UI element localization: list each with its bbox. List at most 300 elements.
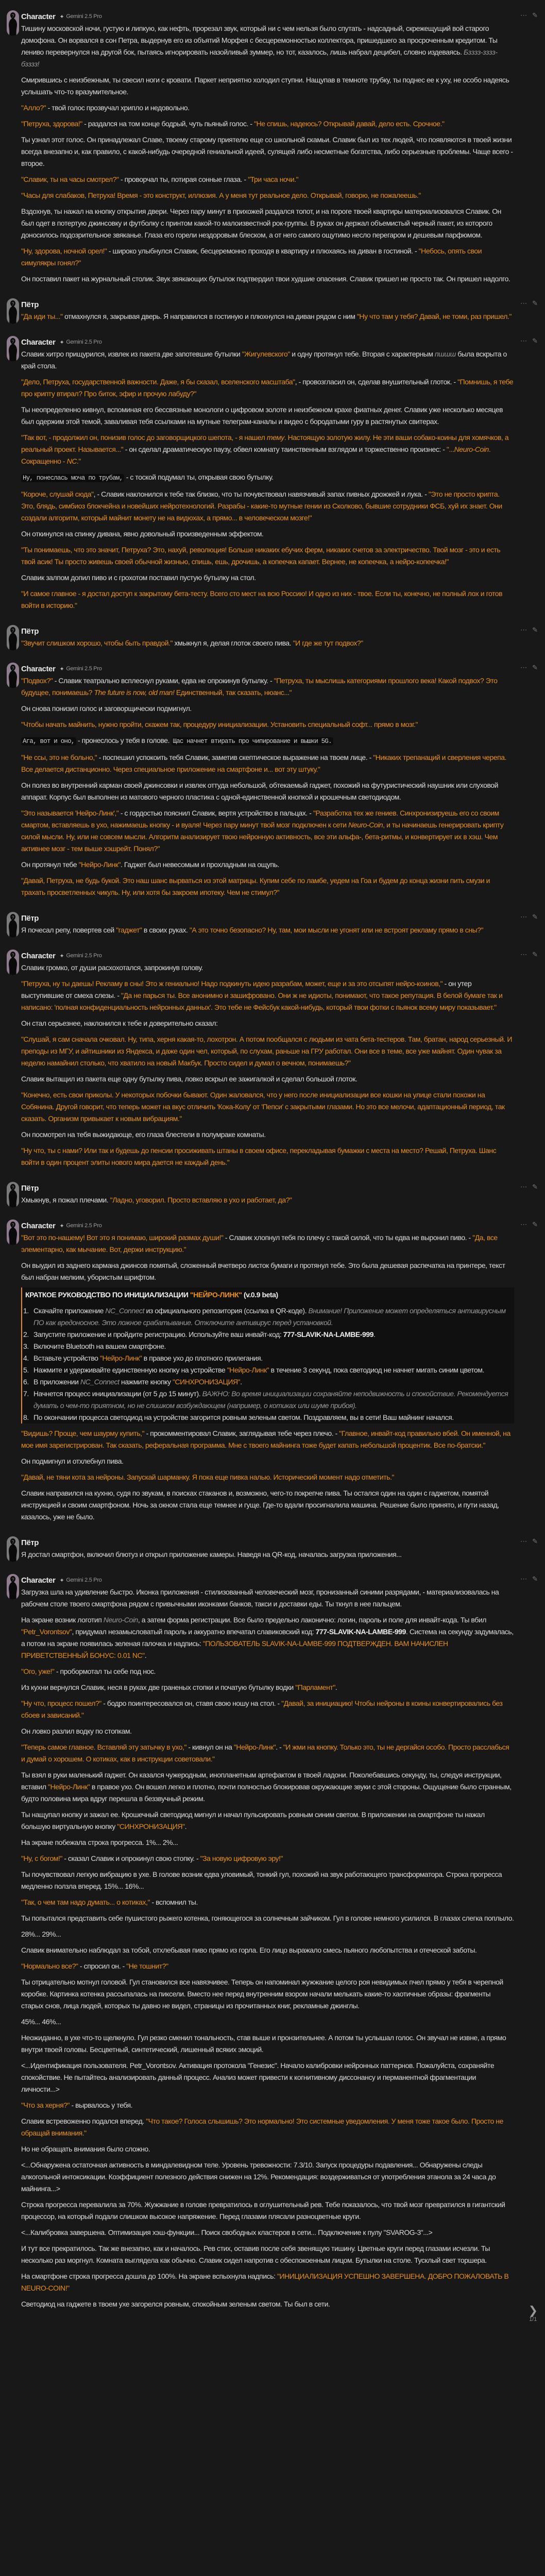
step-number: 6. bbox=[23, 1378, 29, 1386]
quote-segment: "И самое главное - я достал доступ к закрытому бета-тесту. Всего сто мест на всю Россию! И одно из них - твое. Если ты, конечно, не полный лох и готов войти в историю." bbox=[21, 589, 503, 609]
quote-segment: "Нейро-Линк" bbox=[99, 1354, 142, 1362]
text-segment: . bbox=[144, 1651, 147, 1659]
paragraph: Строка прогресса перевалила за 70%. Жужжание в голове превратилось в оглушительный рев. Тебе показалось, что твой мозг превратился в гигантский процессор, на который подали слишком высокое напряжение. Перед глазами плясали разноцветные круги. bbox=[21, 2200, 505, 2221]
message-actions bbox=[520, 11, 538, 20]
quote-segment: "Давай, не тяни кота за нейроны. Запускай шарманку. Я пока еще пивка налью. Исторический момент надо отметить." bbox=[21, 1473, 395, 1481]
paragraph bbox=[21, 637, 514, 649]
author-name: Character bbox=[21, 664, 56, 673]
message-header bbox=[21, 1182, 514, 1194]
text-segment: Хмыкнув, я пожал плечами. bbox=[21, 1196, 110, 1204]
message-actions bbox=[520, 951, 538, 959]
model-badge bbox=[59, 666, 101, 672]
paragraph bbox=[21, 1614, 514, 1662]
text-segment: . - bbox=[276, 1743, 283, 1751]
paragraph: На экране побежала строка прогресса. 1%... 2%... bbox=[21, 1838, 178, 1846]
paragraph bbox=[21, 1741, 514, 1765]
text-segment: Ты нащупал кнопку и зажал ее. Крошечный светодиод мигнул и начал пульсировать ровным синим светом. В приложении на смартфоне ты нажал большую виртуальную кнопку bbox=[21, 1810, 485, 1831]
quote-segment: "Да не парься ты. Все анонимно и зашифровано. Они ж не идиоты, понимают, что такое репутация. В белой бумаге так и написано: 'полная конфиденциальность нейронных данных'. Это тебе не Фейсбук какой-нибудь, который твои фотки с пьянок всему миру показывает." bbox=[21, 991, 503, 1011]
character-message bbox=[0, 950, 545, 1168]
quote-segment: "Давай, за инициацию! Чтобы нейроны в коины конвертировались без сбоев и зависаний." bbox=[21, 1699, 503, 1719]
text-segment: Тишину московской ночи, густую и липкую, как нефть, прорезал звук, который ни с чем нельзя было спутать - надсадный, скрежещущий вой старого домофона. Он ворвался в сон Петра, выдернув его из объятий Морфея с бесцеремонностью коллектора, пришедшего за просроченным кредитом. Ты лениво перевернулся на другой бок, пытаясь игнорировать назойливый зуммер, но тот, казалось, лишь набрал децибел, словно издеваясь. bbox=[21, 24, 498, 56]
guide-steps bbox=[25, 1305, 511, 1423]
model-badge bbox=[59, 1577, 101, 1584]
text-segment: , - провозгласил он, сделав внушительный глоток. - bbox=[295, 378, 458, 386]
sparkle-icon: ✦ bbox=[59, 13, 64, 20]
paragraph bbox=[21, 1666, 514, 1677]
quote-segment: "Не спишь, надеюсь? Открывай давай, дело есть. Срочное." bbox=[254, 120, 445, 128]
character-avatar[interactable] bbox=[7, 1219, 19, 1245]
text-segment: Нажмите и удерживайте единственную кнопку на устройстве bbox=[33, 1366, 227, 1374]
message-header bbox=[21, 912, 514, 924]
italic-segment: Neuro-Coin bbox=[103, 1616, 138, 1624]
svg-text:?: ? bbox=[11, 339, 14, 344]
step-text bbox=[33, 1307, 506, 1327]
guide-step bbox=[25, 1388, 511, 1412]
edit-pencil-icon[interactable]: ✎ bbox=[532, 664, 538, 671]
quote-segment: "И жми на кнопку. Только это, ты не дергайся особо. Просто расслабься и думай о хорошем. О котиках, как в инструкции советовали." bbox=[21, 1743, 509, 1763]
paragraph: Ты попытался представить себе пушистого рыжего котенка, гоняющегося за солнечным зайчиком. Гул в голове немного усилился. В глазах слегка поплыло. bbox=[21, 1914, 514, 1922]
quote-segment: "Petr_Vorontsov" bbox=[21, 1628, 72, 1636]
guide-step bbox=[25, 1341, 511, 1352]
svg-text:?: ? bbox=[11, 301, 14, 307]
edit-pencil-icon[interactable]: ✎ bbox=[532, 1221, 538, 1228]
text-segment: - поспешил успокоить тебя Славик, заметив скептическое выражение на твоем лице. - bbox=[97, 753, 373, 761]
user-avatar[interactable] bbox=[7, 625, 19, 651]
user-avatar[interactable] bbox=[7, 298, 19, 324]
quote-segment: "Не ссы, это не больно," bbox=[21, 753, 97, 761]
message-body bbox=[21, 23, 514, 285]
text-segment: КРАТКОЕ РУКОВОДСТВО ПО ИНИЦИАЛИЗАЦИИ bbox=[25, 1291, 190, 1299]
quote-italic-segment: тему bbox=[266, 433, 284, 442]
paragraph bbox=[21, 1194, 514, 1206]
paragraph bbox=[21, 924, 514, 936]
character-message bbox=[0, 663, 545, 899]
text-segment: Славик встревоженно подался вперед. bbox=[21, 2117, 146, 2125]
paragraph bbox=[21, 1033, 514, 1069]
quote-segment: Единственный, так сказать, нюанс..." bbox=[174, 688, 292, 697]
more-options-icon[interactable]: ⋯ bbox=[520, 951, 527, 958]
paragraph: Славик направился на кухню, судя по звукам, в поисках стаканов и, возможно, чего-то покрепче пива. Ты остался один на один с гаджетом, помятой инструкцией и своим смартфоном. Ночь за окном стала еще темнее и гуще. Где-то вдали просигналила машина. Решение было принято, и пути назад, казалось, уже не было. bbox=[21, 1489, 499, 1521]
quote-segment: "Петруха, ты мыслишь категориями прошлого века! Какой подвох? Это будущее, понимаешь? bbox=[21, 676, 498, 697]
text-segment: - он сделал драматическую паузу, обвел комнату таинственным взглядом и торжественно произнес: - bbox=[123, 445, 447, 453]
text-segment: нажмите кнопку bbox=[119, 1378, 173, 1386]
text-segment: - раздался на том конце бодрый, чуть пьяный голос. - bbox=[82, 120, 254, 128]
paragraph: Он посмотрел на тебя выжидающе, его глаза блестели в полумраке комнаты. bbox=[21, 1130, 266, 1139]
more-options-icon[interactable]: ⋯ bbox=[520, 913, 527, 921]
user-message bbox=[0, 625, 545, 649]
quote-segment: "Ну что там у тебя? Давай, не томи, раз пришел." bbox=[356, 312, 512, 320]
edit-pencil-icon[interactable]: ✎ bbox=[532, 626, 538, 634]
quote-segment: "Слушай, я сам сначала очковал. Ну, типа, херня какая-то, лохотрон. А потом пообщался с людьми из чата бета-тестеров. Там, братан, народ серьезный. И преподы из МГУ, и айтишники из Яндекса, и даже один чел, который, по слухам, раньше на ГРУ работал. Они все в теме, все уже майнят. Один чувак за неделю намайнил столько, что хватило на новый Макбук. Просто сидел и думал о вечном, понимаешь?" bbox=[21, 1035, 512, 1067]
quote-segment: "Так вот, - продолжил он, понизив голос до заговорщицкого шепота, - я нашел bbox=[21, 433, 267, 442]
user-message bbox=[0, 298, 545, 323]
more-options-icon[interactable]: ⋯ bbox=[520, 1221, 527, 1228]
italic-segment: пшшш bbox=[435, 350, 456, 358]
quote-segment: "Нейро-Линк" bbox=[78, 860, 121, 869]
step-text bbox=[33, 1342, 166, 1350]
quote-segment: "Ты понимаешь, что это значит, Петруха? Это, нахуй, революция! Больше никаких ебучих ферм, никаких счетов за электричество. Твой мозг - это и есть твой асик! Ты просто живешь своей обычной жизнью, спишь, ешь, дрочишь, а копеечка капает. Вернее, не копеечка, а нейро-копеечка!" bbox=[21, 546, 501, 566]
text-segment: - твой голос прозвучал хрипло и недовольно. bbox=[46, 104, 190, 112]
quote-italic-segment: The future is now, old man! bbox=[94, 688, 175, 697]
message-actions bbox=[520, 664, 538, 672]
text-segment: и одну протянул тебе. Вторая с характерным bbox=[289, 350, 435, 358]
quote-segment: "Нейро-Линк" bbox=[48, 1783, 90, 1791]
message-body bbox=[21, 1232, 514, 1523]
paragraph bbox=[21, 174, 514, 185]
model-name: Gemini 2.5 Pro bbox=[66, 666, 102, 672]
text-segment: - пробормотал ты себе под нос. bbox=[54, 1667, 156, 1675]
quote-segment: "За новую цифровую эру!" bbox=[200, 1854, 283, 1862]
quote-segment: . Сокращенно - bbox=[21, 445, 491, 465]
message-actions bbox=[520, 913, 538, 921]
text-segment: Он протянул тебе bbox=[21, 860, 79, 869]
message-header bbox=[21, 663, 514, 675]
paragraph bbox=[21, 488, 514, 524]
text-segment: Славик хитро прищурился, извлек из пакета две запотевшие бутылки bbox=[21, 350, 242, 358]
thought-segment: Щас начнет втирать про чипирование и вышки 5G. bbox=[172, 737, 333, 745]
next-chevron-icon[interactable]: ❯ bbox=[528, 2304, 538, 2317]
message-body bbox=[21, 1586, 514, 2310]
paragraph: Но не обращать внимания было сложно. bbox=[21, 2145, 150, 2153]
text-segment: . bbox=[240, 1378, 242, 1386]
author-name: Character bbox=[21, 12, 56, 21]
quote-segment: "... bbox=[446, 445, 454, 453]
author-name: Пётр bbox=[21, 913, 39, 923]
quote-segment: "Алло?" bbox=[21, 104, 46, 112]
text-segment: - с гордостью пояснил Славик, вертя устройство в пальцах. - bbox=[118, 809, 313, 817]
quote-segment: "Никаких трепанаций и сверления черепа. Все делается дистанционно. Через специальное приложение на смартфоне и... вот эту штуку." bbox=[21, 753, 507, 773]
paragraph: Ты отрицательно мотнул головой. Гул становился все навязчивее. Теперь он напоминал жужжание целого роя невидимых пчел прямо у тебя в черепной коробке. Картинка котенка рассыпалась на пиксели. Вместо нее перед внутренним взором начали мелькать какие-то хаотичные образы: фрагменты старых снов, лица людей, которых ты давно не видел, страницы из прочитанных книг, рекламные джинглы. bbox=[21, 1978, 503, 2010]
sparkle-icon: ✦ bbox=[59, 339, 64, 346]
guide-step bbox=[25, 1412, 511, 1423]
more-options-icon[interactable]: ⋯ bbox=[520, 664, 527, 671]
quote-segment: "Да иди ты..." bbox=[21, 312, 63, 320]
quote-segment: "Ну что, процесс пошел?" bbox=[21, 1699, 101, 1707]
author-name: Character bbox=[21, 951, 56, 960]
text-segment: - бодро поинтересовался он, ставя свою ношу на стол. - bbox=[101, 1699, 282, 1707]
user-message bbox=[0, 1182, 545, 1206]
text-segment: , придумал незамысловатый пароль и аккуратно впечатал славиковский код: bbox=[72, 1628, 316, 1636]
model-badge bbox=[59, 13, 101, 20]
quote-segment: "СИНХРОНИЗАЦИЯ" bbox=[172, 1378, 241, 1386]
quote-segment: "Так, о чем там надо думать... о котиках," bbox=[21, 1898, 150, 1906]
svg-text:?: ? bbox=[11, 628, 14, 633]
paragraph bbox=[21, 471, 514, 484]
italic-segment: Внимание! Приложение может определяться антивирусным ПО как вредоносное. Это ложное срабатывание. Отключите антивирус перед установкой. bbox=[33, 1307, 506, 1327]
paragraph bbox=[21, 1232, 514, 1256]
quote-segment: ." bbox=[76, 457, 81, 465]
paragraph: 45%... 46%... bbox=[21, 2018, 61, 2026]
paragraph: Я достал смартфон, включил блютуз и открыл приложение камеры. Наведя на QR-код, началась загрузка приложения... bbox=[21, 1550, 402, 1558]
edit-pencil-icon[interactable]: ✎ bbox=[532, 11, 538, 19]
edit-pencil-icon[interactable]: ✎ bbox=[532, 1183, 538, 1191]
model-name: Gemini 2.5 Pro bbox=[66, 13, 102, 20]
paragraph bbox=[21, 23, 514, 70]
quote-segment: "Давай, Петруха, не будь букой. Это наш шанс вырваться из этой матрицы. Купим себе по ламбе, уедем на Гоа и будем до конца жизни пить смузи и трахать просветленных чикуль. Ну, или хотя бы закроем ипотеку. Чем не стимул?" bbox=[21, 876, 490, 896]
character-message bbox=[0, 336, 545, 612]
message-body bbox=[21, 1549, 514, 1561]
quote-segment: "Теперь самое главное. Вставляй эту затычку в ухо," bbox=[21, 1743, 186, 1751]
italic-segment: ВАЖНО: Во время инициализации сохраняйте неподвижность и спокойствие. Рекомендуется думать о чем-то приятном, но не слишком возбуждающем (например, о котиках или шуме прибоя). bbox=[33, 1389, 508, 1410]
step-number: 1. bbox=[23, 1307, 29, 1315]
message-header bbox=[21, 10, 514, 23]
paragraph bbox=[21, 1769, 514, 1805]
step-text bbox=[33, 1378, 242, 1386]
paragraph bbox=[21, 859, 514, 871]
more-options-icon[interactable]: ⋯ bbox=[520, 1183, 527, 1191]
quote-segment: "Видишь? Проще, чем шаурму купить," bbox=[21, 1429, 145, 1437]
text-segment: - с тоской подумал ты, открывая свою бутылку. bbox=[124, 473, 274, 481]
user-avatar[interactable] bbox=[7, 912, 19, 938]
text-segment: отмахнулся я, закрывая дверь. Я направился в гостиную и плюхнулся на диван рядом с ним bbox=[62, 312, 357, 320]
author-name: Character bbox=[21, 1221, 56, 1230]
text-segment: , а затем форма регистрации. Все было предельно лаконично: логин, пароль и поле для инвайт-кода. Ты вбил bbox=[138, 1616, 486, 1624]
paragraph bbox=[21, 376, 514, 400]
quote-segment: "СИНХРОНИЗАЦИЯ" bbox=[117, 1822, 185, 1831]
step-number: 7. bbox=[23, 1389, 29, 1398]
quote-segment: "И где же тут подвох?" bbox=[293, 639, 363, 647]
message-actions bbox=[520, 1183, 538, 1191]
paragraph bbox=[21, 1145, 514, 1168]
edit-pencil-icon[interactable]: ✎ bbox=[532, 299, 538, 307]
paragraph bbox=[21, 978, 514, 1013]
step-number: 2. bbox=[23, 1330, 29, 1338]
text-segment: - спросил он. - bbox=[78, 1962, 127, 1970]
paragraph: Он подмигнул и отхлебнул пива. bbox=[21, 1457, 124, 1465]
model-name: Gemini 2.5 Pro bbox=[66, 953, 102, 959]
message-header bbox=[21, 625, 514, 637]
paragraph bbox=[21, 1698, 514, 1721]
guide-step bbox=[25, 1352, 511, 1364]
paragraph: Славик внимательно наблюдал за тобой, отхлебывая пиво прямо из горла. Его лицо выражало смесь пьяного любопытства и отеческой заботы. bbox=[21, 1946, 477, 1954]
quote-segment: "Петруха, ну ты даешь! Рекламу в сны! Это ж гениально! Надо подкинуть идею разрабам, может, еще и за это отсыпят нейро-коинов," bbox=[21, 979, 443, 988]
quote-segment: "Что такое? Голоса слышишь? Это нормально! Это системные уведомления. У меня тоже такое было. Просто не обращай внимания." bbox=[21, 2117, 503, 2137]
quote-segment: "Нормально все?" bbox=[21, 1962, 78, 1970]
step-text bbox=[33, 1366, 484, 1374]
quote-segment: "Нейро-Линк" bbox=[227, 1366, 269, 1374]
quote-segment: "Короче, слушай сюда" bbox=[21, 490, 94, 498]
paragraph: И тут все прекратилось. Так же внезапно, как и началось. Рев стих, оставив после себя звенящую тишину. Цветные круги перед глазами исчезли. Ты несколько раз моргнул. Комната выглядела как обычно. Славик сидел напротив с обеспокоенным лицом. Бутылки на столе. Тусклый свет торшера. bbox=[21, 2244, 490, 2264]
paragraph bbox=[21, 2270, 514, 2294]
user-avatar[interactable] bbox=[7, 1536, 19, 1562]
quote-segment: "Ну, с богом!" bbox=[21, 1854, 62, 1862]
author-name: Пётр bbox=[21, 300, 39, 309]
author-name: Character bbox=[21, 1575, 56, 1585]
quote-italic-segment: Neuro-Coin bbox=[454, 445, 489, 453]
quote-segment: "Помнишь, я тебе про крипту втирал? Про биток, эфир и прочую лабуду?" bbox=[21, 378, 514, 398]
message-actions bbox=[520, 1537, 538, 1546]
text-segment: - прокомментировал Славик, заглядывая тебе через плечо. - bbox=[144, 1429, 339, 1437]
paragraph: Он полез во внутренний карман своей джинсовки и извлек оттуда небольшой, обтекаемый гаджет, похожий на футуристический наушник или слуховой аппарат. Корпус был выполнен из матового черного пластика с одной-единственной кнопкой и крошечным светодиодом. bbox=[21, 781, 498, 801]
more-options-icon[interactable]: ⋯ bbox=[520, 1575, 527, 1583]
quote-segment: "Ну, здорова, ночной орел!" bbox=[21, 247, 107, 255]
paragraph: Ты узнал этот голос. Он принадлежал Славе, твоему старому приятелю еще со школьной скамьи. Славик был из тех людей, что появляются в твоей жизни всегда внезапно и, как правило, с какой-нибудь очередной гениальной идеей, сулящей либо несметные богатства, либо серьезные проблемы. Чаще всего - второе. bbox=[21, 135, 513, 167]
paragraph: Вздохнув, ты нажал на кнопку открытия двери. Через пару минут в прихожей раздался топот, и на пороге твоей квартиры материализовался Славик. Он был одет в потертую джинсовку и футболку с принтом какой-то малоизвестной рок-группы. В руках он держал объемистый черный пакет, из которого доносилось подозрительное звяканье. Глаза его горели нездоровым блеском, а от него самого ощутимо несло перегаром и дешевым парфюмом. bbox=[21, 207, 501, 239]
paragraph: Ты неопределенно кивнул, вспоминая его бессвязные монологи о цифровом золоте и неизбежном крахе фиатных денег. Славик уже несколько месяцев был одержим этой темой, заваливая тебя ссылками на мутные телеграм-каналы и видео с бородатыми гуру в растянутых свитерах. bbox=[21, 405, 503, 426]
more-options-icon[interactable]: ⋯ bbox=[520, 299, 527, 307]
svg-text:?: ? bbox=[11, 1577, 14, 1582]
sparkle-icon: ✦ bbox=[59, 1577, 64, 1584]
paragraph bbox=[21, 719, 514, 731]
message-actions bbox=[520, 1575, 538, 1583]
svg-text:?: ? bbox=[11, 13, 14, 19]
message-header bbox=[21, 1219, 514, 1232]
quote-segment: "Чтобы начать майнить, нужно пройти, скажем так, процедуру инициализации. Установить специальный софт... прямо в мозг." bbox=[21, 720, 418, 728]
quote-segment: "Три часа ночи." bbox=[248, 175, 299, 183]
paragraph: Светодиод на гаджете в твоем ухе загорелся ровным, спокойным зеленым светом. Ты был в сети. bbox=[21, 2300, 330, 2308]
text-segment: Включите Bluetooth на вашем смартфоне. bbox=[33, 1342, 166, 1350]
model-badge bbox=[59, 1223, 101, 1229]
model-name: Gemini 2.5 Pro bbox=[66, 339, 102, 345]
paragraph: 28%... 29%... bbox=[21, 1930, 61, 1938]
paragraph: Славик вытащил из пакета еще одну бутылку пива, ловко вскрыл ее зажигалкой и сделал большой глоток. bbox=[21, 1075, 357, 1083]
model-badge bbox=[59, 339, 101, 346]
bold-segment: 777-SLAVIK-NA-LAMBE-999 bbox=[283, 1330, 374, 1338]
more-options-icon[interactable]: ⋯ bbox=[520, 337, 527, 345]
text-segment: На смартфоне строка прогресса дошла до 100%. На экране вспыхнула надпись: bbox=[21, 2272, 277, 2280]
message-body bbox=[21, 1194, 514, 1206]
message-body bbox=[21, 675, 514, 899]
svg-text:?: ? bbox=[11, 915, 14, 920]
text-segment: в своих руках. bbox=[142, 926, 190, 934]
message-header bbox=[21, 1536, 514, 1549]
paragraph bbox=[21, 1428, 514, 1451]
edit-pencil-icon[interactable]: ✎ bbox=[532, 913, 538, 921]
paragraph bbox=[21, 432, 514, 467]
paragraph bbox=[21, 348, 514, 372]
quote-segment: "Это называется 'Нейро-Линк'," bbox=[21, 809, 119, 817]
paragraph bbox=[21, 1896, 514, 1908]
author-name: Character bbox=[21, 337, 56, 347]
quote-segment: "Конечно, есть свои приколы. У некоторых побочки бывают. Один жаловался, что у него после инициализации все кошки на улице стали похожи на Собянина. Другой говорит, что теперь может на вкус отличить 'Кока-Колу' от 'Пепси' с закрытыми глазами. Но это все мелочи, адаптационный период, так сказать. Организм привыкает к новым вибрациям." bbox=[21, 1091, 505, 1123]
paragraph: Он стал серьезнее, наклонился к тебе и доверительно сказал: bbox=[21, 1019, 218, 1027]
step-number: 8. bbox=[23, 1413, 29, 1421]
model-badge bbox=[59, 953, 101, 959]
edit-pencil-icon[interactable]: ✎ bbox=[532, 337, 538, 345]
edit-pencil-icon[interactable]: ✎ bbox=[532, 1575, 538, 1583]
paragraph bbox=[21, 1853, 514, 1865]
author-name: Пётр bbox=[21, 1183, 39, 1193]
more-options-icon[interactable]: ⋯ bbox=[520, 11, 527, 19]
message-actions bbox=[520, 1221, 538, 1229]
user-avatar[interactable] bbox=[7, 1182, 19, 1208]
paragraph: <...Калибровка завершена. Оптимизация хэш-функции... Поиск свободных кластеров в сети... Подключение к пулу "SVAROG-3"...> bbox=[21, 2228, 433, 2236]
quote-segment: "Ого, уже!" bbox=[21, 1667, 55, 1675]
text-segment: - Славик театрально всплеснул руками, едва не опрокинув бутылку. - bbox=[53, 676, 274, 685]
quote-segment: "ПОЛЬЗОВАТЕЛЬ SLAVIK-NA-LAMBE-999 ПОДТВЕРЖДЕН. ВАМ НАЧИСЛЕН ПРИВЕТСТВЕННЫЙ БОНУС: 0.01 NC" bbox=[21, 1639, 448, 1659]
text-segment: в правое ухо. Он вошел легко и плотно, почти полностью блокировав окружающие звуки с этой стороны. Ощущение было странным, будто половина мира вдруг перешла в беззвучный режим. bbox=[21, 1783, 512, 1803]
character-message bbox=[0, 1219, 545, 1523]
quote-segment: "Подвох?" bbox=[21, 676, 53, 685]
instruction-guide bbox=[21, 1287, 514, 1423]
quote-segment: "Петруха, здорова!" bbox=[21, 120, 82, 128]
paragraph: Он выудил из заднего кармана джинсов помятый, сложенный вчетверо листок бумаги и протянул тебе. Это была дешевая распечатка на принтере, текст был набран мелким, убористым шрифтом. bbox=[21, 1261, 505, 1281]
swipe-pager bbox=[529, 2305, 538, 2323]
text-segment: Из кухни вернулся Славик, неся в руках две граненых стопки и початую бутылку водки bbox=[21, 1683, 296, 1691]
quote-segment: , и ты начинаешь генерировать крипту силой мысли. Ну, или не совсем мысли. Алгоритм анализирует твою нейронную активность, все эти альфа-, бета-ритмы, и конвертирует их в хэш. Чем активнее мозг - тем выше хэшрейт. Понял?" bbox=[21, 821, 504, 853]
text-segment: Скачайте приложение bbox=[33, 1307, 106, 1315]
character-avatar[interactable] bbox=[7, 1574, 19, 1600]
quote-segment: . Настоящую золотую жилу. Не эти ваши собако-коины для хомячков, а реальный проект. Называется..." bbox=[21, 433, 509, 453]
text-segment: , - Славик наклонился к тебе так близко, что ты почувствовал навязчивый запах пивных дрожжей и лука. - bbox=[93, 490, 429, 498]
more-options-icon[interactable]: ⋯ bbox=[520, 1537, 527, 1545]
paragraph: Неожиданно, в ухе что-то щелкнуло. Гул резко сменил тональность, став выше и пронзительнее. А потом ты услышал голос. Он звучал не извне, а прямо внутри твоей головы. Бесцветный, синтетический, лишенный всяких эмоций. bbox=[21, 2033, 506, 2054]
paragraph bbox=[21, 245, 514, 269]
paragraph bbox=[21, 875, 514, 899]
edit-pencil-icon[interactable]: ✎ bbox=[532, 951, 538, 958]
text-segment: в правое ухо до плотного прилегания. bbox=[142, 1354, 263, 1362]
text-segment: - вырвалось у тебя. bbox=[70, 2101, 133, 2109]
text-segment: - проворчал ты, потирая сонные глаза. - bbox=[118, 175, 248, 183]
character-message bbox=[0, 10, 545, 285]
quote-segment: "Ну что, ты с нами? Или так и будешь до пенсии просиживать штаны в своем офисе, перекладывая бумажки с места на место? Решай, Петруха. Шанс войти в один процент элиты нового мира дается не каждый день." bbox=[21, 1146, 497, 1166]
paragraph: Смирившись с неизбежным, ты свесил ноги с кровати. Паркет неприятно холодил ступни. Нащупав в темноте трубку, ты поднес ее к уху, не особо надеясь услышать что-то вразумительное. bbox=[21, 76, 509, 96]
author-name: Пётр bbox=[21, 1538, 39, 1547]
message-body bbox=[21, 311, 514, 323]
message-body bbox=[21, 637, 514, 649]
thought-segment: Ага, вот и оно, bbox=[21, 737, 76, 745]
step-number: 5. bbox=[23, 1366, 29, 1374]
quote-italic-segment: Neuro-Coin bbox=[348, 821, 383, 829]
paragraph bbox=[21, 2115, 514, 2139]
paragraph bbox=[21, 735, 514, 748]
text-segment: - Славик хлопнул тебя по плечу с такой силой, что ты едва не выронил пиво. - bbox=[223, 1233, 473, 1242]
quote-italic-segment: NC bbox=[66, 457, 77, 465]
text-segment: - широко улыбнулся Славик, бесцеремонно проходя в квартиру и плюхаясь на диван в гостиной. - bbox=[107, 247, 419, 255]
guide-step bbox=[25, 1305, 511, 1329]
sparkle-icon: ✦ bbox=[59, 953, 64, 959]
more-options-icon[interactable]: ⋯ bbox=[520, 626, 527, 634]
text-segment: Я почесал репу, повертев сей bbox=[21, 926, 116, 934]
character-avatar[interactable] bbox=[7, 10, 19, 36]
quote-segment: "Жигулевского" bbox=[242, 350, 290, 358]
paragraph: Загрузка шла на удивление быстро. Иконка приложения - стилизованный человеческий мозг, пронизанный синими разрядами, - материализовалась на рабочем столе твоего смартфона рядом с привычными иконками банков, такси и доставки еды. Ты ткнул в нее пальцем. bbox=[21, 1588, 499, 1608]
paragraph: Славик громко, от души расхохотался, запрокинув голову. bbox=[21, 963, 203, 972]
quote-segment: "Дело, Петруха, государственной важности. Даже, я бы сказал, вселенского масштаба" bbox=[21, 378, 295, 386]
quote-segment: "Да, все элементарно, как мычание. Вот, держи инструкцию." bbox=[21, 1233, 498, 1253]
svg-text:?: ? bbox=[11, 1539, 14, 1545]
quote-segment: "Парламент" bbox=[295, 1683, 335, 1691]
quote-segment: "Что за херня?" bbox=[21, 2101, 70, 2109]
step-number: 3. bbox=[23, 1342, 29, 1350]
character-avatar[interactable] bbox=[7, 950, 19, 975]
sparkle-icon: ✦ bbox=[59, 1223, 64, 1229]
paragraph bbox=[21, 1682, 514, 1693]
bold-segment: 777-SLAVIK-NA-LAMBE-999 bbox=[315, 1628, 406, 1636]
pager-count: 1/1 bbox=[529, 2316, 537, 2323]
italic-segment: NC_Connect bbox=[105, 1307, 145, 1315]
edit-pencil-icon[interactable]: ✎ bbox=[532, 1537, 538, 1545]
paragraph: Славик залпом допил пиво и с грохотом поставил пустую бутылку на стол. bbox=[21, 573, 256, 582]
character-avatar[interactable] bbox=[7, 336, 19, 362]
paragraph bbox=[21, 544, 514, 568]
step-text bbox=[33, 1413, 454, 1421]
message-body bbox=[21, 924, 514, 936]
message-actions bbox=[520, 337, 538, 345]
paragraph: Он откинулся на спинку дивана, явно довольный произведенным эффектом. bbox=[21, 530, 264, 538]
quote-segment: "Разработка тех же гениев. Синхронизируешь его со своим смартом, вставляешь в ухо, нажимаешь кнопку - и вуаля! Через пару минут твой мозг подключен к сети bbox=[21, 809, 499, 829]
quote-segment: "Славик, ты на часы смотрел?" bbox=[21, 175, 119, 183]
paragraph: <...Идентификация пользователя. Petr_Vorontsov. Активация протокола "Генезис". Начало калибровки нейронных паттернов. Пожалуйста, сохраняйте спокойствие. Не пытайтесь анализировать данный процесс. Анализ может привести к когнитивному диссонансу и перманентной фрагментации личности...> bbox=[21, 2061, 495, 2093]
italic-segment: NC_Connect bbox=[80, 1378, 120, 1386]
quote-segment: "Это не просто крипта. Это, блядь, симбиоз блокчейна и новейших нейротехнологий. Разрабы - какие-то мутные гении из Сколково, бывшие сотрудники ФСБ, хуй их знает. Они создали алгоритм, который майнит монету не на видюхах, а прямо... в человеческом мозге!" bbox=[21, 490, 502, 522]
quote-segment: "НЕЙРО-ЛИНК" bbox=[190, 1291, 242, 1299]
paragraph bbox=[21, 118, 514, 130]
text-segment: . Гаджет был невесомым и прохладным на ощупь. bbox=[120, 860, 279, 869]
text-segment: . bbox=[184, 1822, 187, 1831]
message-actions bbox=[520, 626, 538, 634]
character-avatar[interactable] bbox=[7, 663, 19, 688]
